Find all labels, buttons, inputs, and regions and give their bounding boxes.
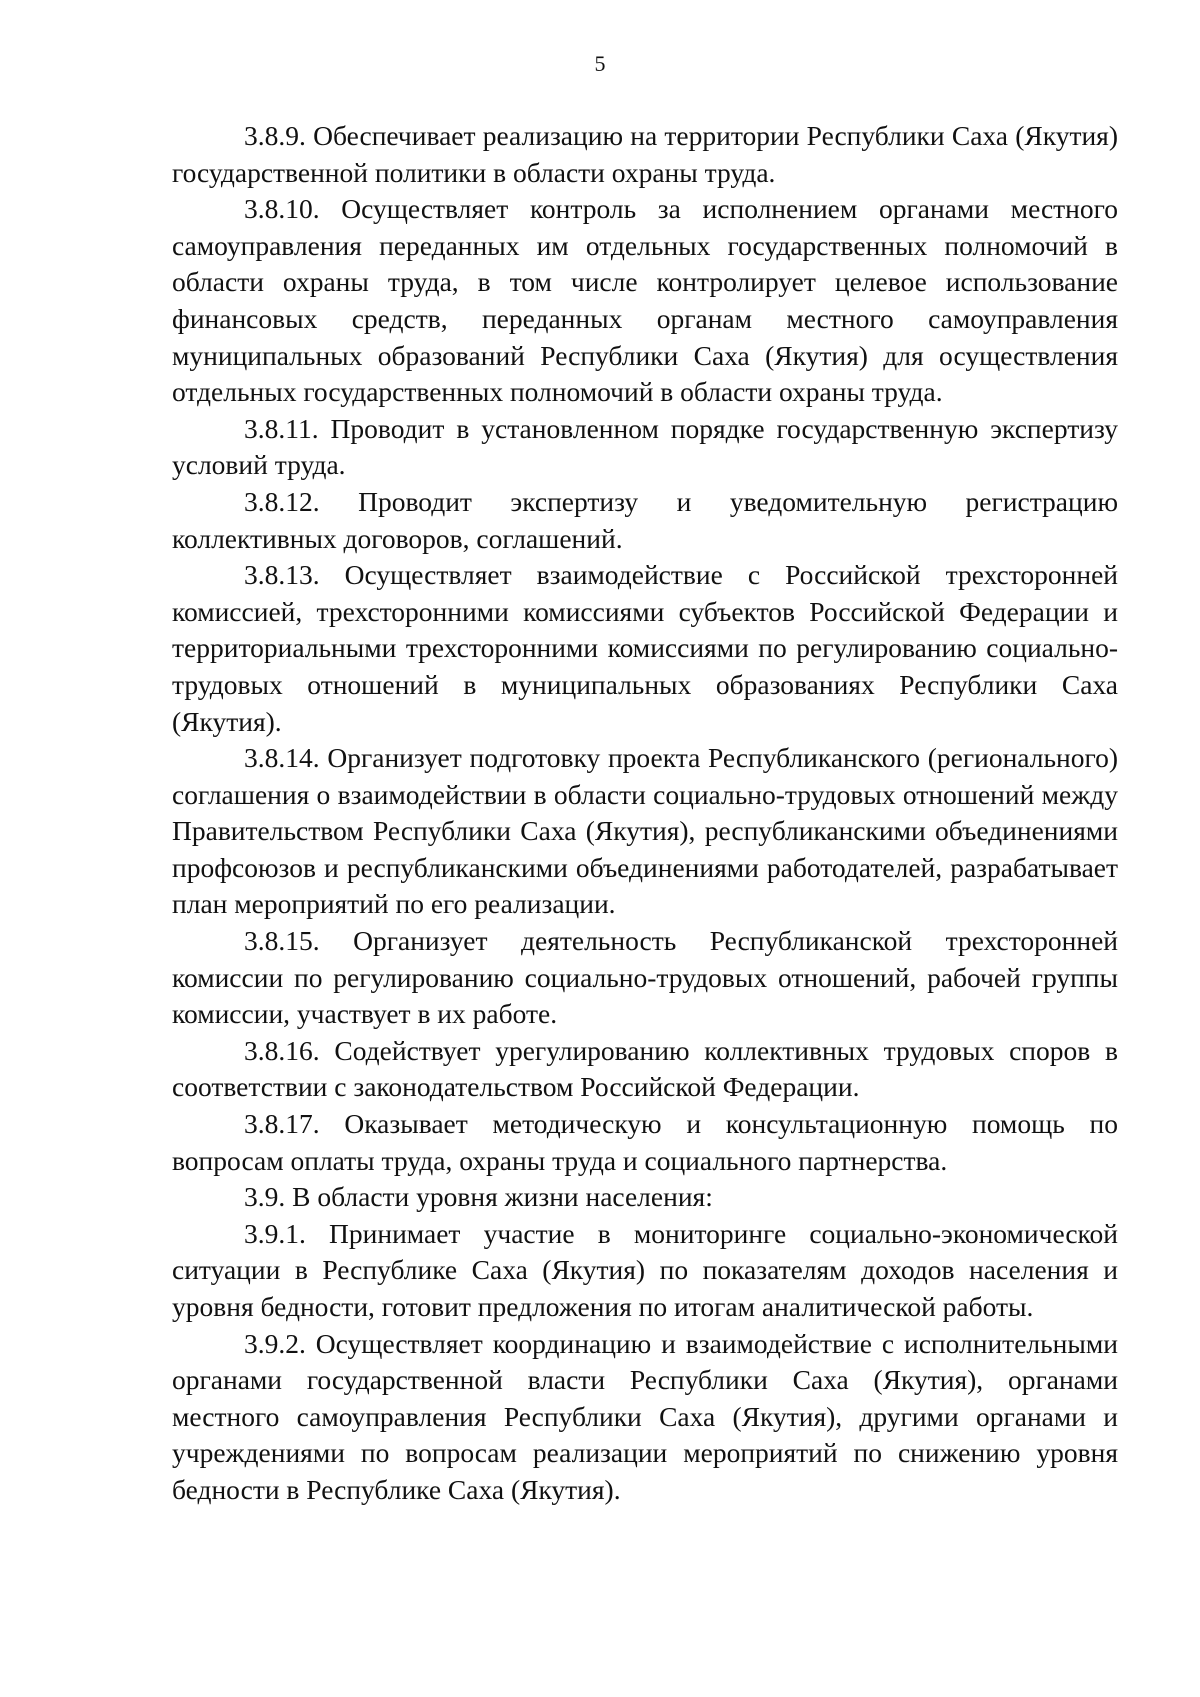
paragraph-3-8-14: 3.8.14. Организует подготовку проекта Республиканского (регионального) соглашения о взаимодействии в области социально-трудовых отношений между Правительством Республики Саха (Якутия), республиканскими объединениями профсоюзов и республиканскими объединениями работодателей, разрабатывает план мероприятий по его реализации. xyxy=(172,742,1118,920)
document-body xyxy=(172,118,1118,1509)
paragraph-3-8-10: 3.8.10. Осуществляет контроль за исполнением органами местного самоуправления переданных им отдельных государственных полномочий в области охраны труда, в том числе контролирует целевое использование финансовых средств, переданных органам местного самоуправления муниципальных образований Республики Саха (Якутия) для осуществления отдельных государственных полномочий в области охраны труда. xyxy=(172,193,1118,408)
paragraph-3-8-16: 3.8.16. Содействует урегулированию коллективных трудовых споров в соответствии с законодательством Российской Федерации. xyxy=(172,1034,1118,1103)
paragraph-3-8-17: 3.8.17. Оказывает методическую и консультационную помощь по вопросам оплаты труда, охраны труда и социального партнерства. xyxy=(172,1108,1118,1176)
paragraph-3-9-2: 3.9.2. Осуществляет координацию и взаимодействие с исполнительными органами государственной власти Республики Саха (Якутия), органами местного самоуправления Республики Саха (Якутия), другими органами и учреждениями по вопросам реализации мероприятий по снижению уровня бедности в Республике Саха (Якутия). xyxy=(172,1327,1118,1505)
section-heading-3-9: 3.9. В области уровня жизни населения: xyxy=(244,1181,713,1213)
paragraph-3-9-1: 3.9.1. Принимает участие в мониторинге социально-экономической ситуации в Республике Саха (Якутия) по показателям доходов населения и уровня бедности, готовит предложения по итогам аналитической работы. xyxy=(172,1217,1118,1322)
page-number: 5 xyxy=(594,51,606,76)
paragraph-3-8-15: 3.8.15. Организует деятельность Республиканской трехсторонней комиссии по регулированию социально-трудовых отношений, рабочей группы комиссии, участвует в их работе. xyxy=(172,925,1118,1030)
paragraph-3-8-11: 3.8.11. Проводит в установленном порядке государственную экспертизу условий труда. xyxy=(172,412,1118,481)
paragraph-3-8-9: 3.8.9. Обеспечивает реализацию на территории Республики Саха (Якутия) государственной политики в области охраны труда. xyxy=(172,120,1118,188)
paragraph-3-8-13: 3.8.13. Осуществляет взаимодействие с Российской трехсторонней комиссией, трехсторонними комиссиями субъектов Российской Федерации и территориальными трехсторонними комиссиями по регулированию социально- трудовых отношений в муниципальных образованиях Республики Саха (Якутия). xyxy=(172,559,1118,737)
paragraph-3-8-12: 3.8.12. Проводит экспертизу и уведомительную регистрацию коллективных договоров, соглашений. xyxy=(172,485,1118,554)
